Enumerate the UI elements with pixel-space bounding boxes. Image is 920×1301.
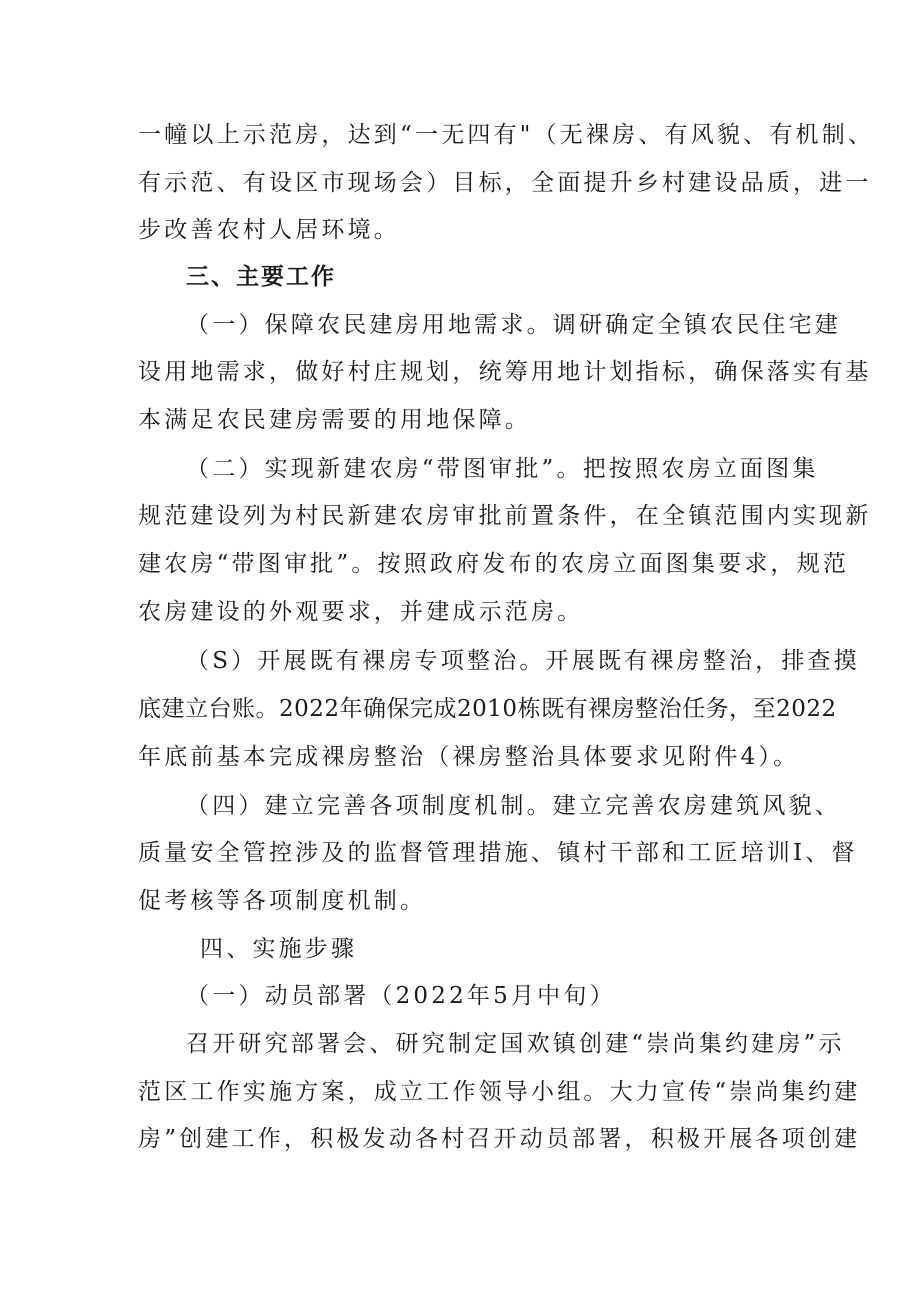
- subsection-heading: （一）动员部署（2022年5月中旬）: [186, 983, 616, 1009]
- section-heading: 四、实施步骤: [200, 936, 358, 962]
- body-text-line: 促考核等各项制度机制。: [138, 888, 427, 914]
- body-text-line: 房”创建工作，积极发动各村召开动员部署，积极开展各项创建: [138, 1126, 861, 1152]
- paragraph-first-line: （S）开展既有裸房专项整治。开展既有裸房整治，排查摸: [186, 648, 860, 674]
- body-text-line: 一幢以上示范房，达到“一无四有"（无裸房、有风貌、有机制、: [138, 122, 875, 148]
- section-heading: 三、主要工作: [186, 264, 336, 290]
- body-text-line: 底建立台账。2022年确保完成2010栋既有裸房整治任务，至2022: [138, 696, 837, 722]
- paragraph-first-line: （二）实现新建农房“带图审批”。把按照农房立面图集: [186, 456, 819, 482]
- body-text-line: 质量安全管控涉及的监督管理措施、镇村干部和工匠培训I、督: [138, 840, 858, 866]
- body-text-line: 农房建设的外观要求，并建成示范房。: [138, 599, 584, 625]
- body-text-line: 规范建设列为村民新建农房审批前置条件，在全镇范围内实现新: [138, 503, 872, 529]
- body-text-line: 设用地需求，做好村庄规划，统筹用地计划指标，确保落实有基: [138, 359, 872, 385]
- body-text-line: 年底前基本完成裸房整治（裸房整治具体要求见附件4）。: [138, 744, 800, 770]
- paragraph-first-line: 召开研究部署会、研究制定国欢镇创建“崇尚集约建房”示: [186, 1031, 845, 1057]
- body-text-line: 步改善农村人居环境。: [138, 217, 400, 243]
- paragraph-first-line: （四）建立完善各项制度机制。建立完善农房建筑风貌、: [186, 793, 841, 819]
- body-text-line: 有示范、有设区市现场会）目标，全面提升乡村建设品质，进一: [138, 170, 872, 196]
- paragraph-first-line: （一）保障农民建房用地需求。调研确定全镇农民住宅建: [186, 312, 841, 338]
- body-text-line: 范区工作实施方案，成立工作领导小组。大力宣传“崇尚集约建: [138, 1079, 861, 1105]
- body-text-line: 建农房“带图审批”。按照政府发布的农房立面图集要求，规范: [138, 551, 850, 577]
- body-text-line: 本满足农民建房需要的用地保障。: [138, 407, 531, 433]
